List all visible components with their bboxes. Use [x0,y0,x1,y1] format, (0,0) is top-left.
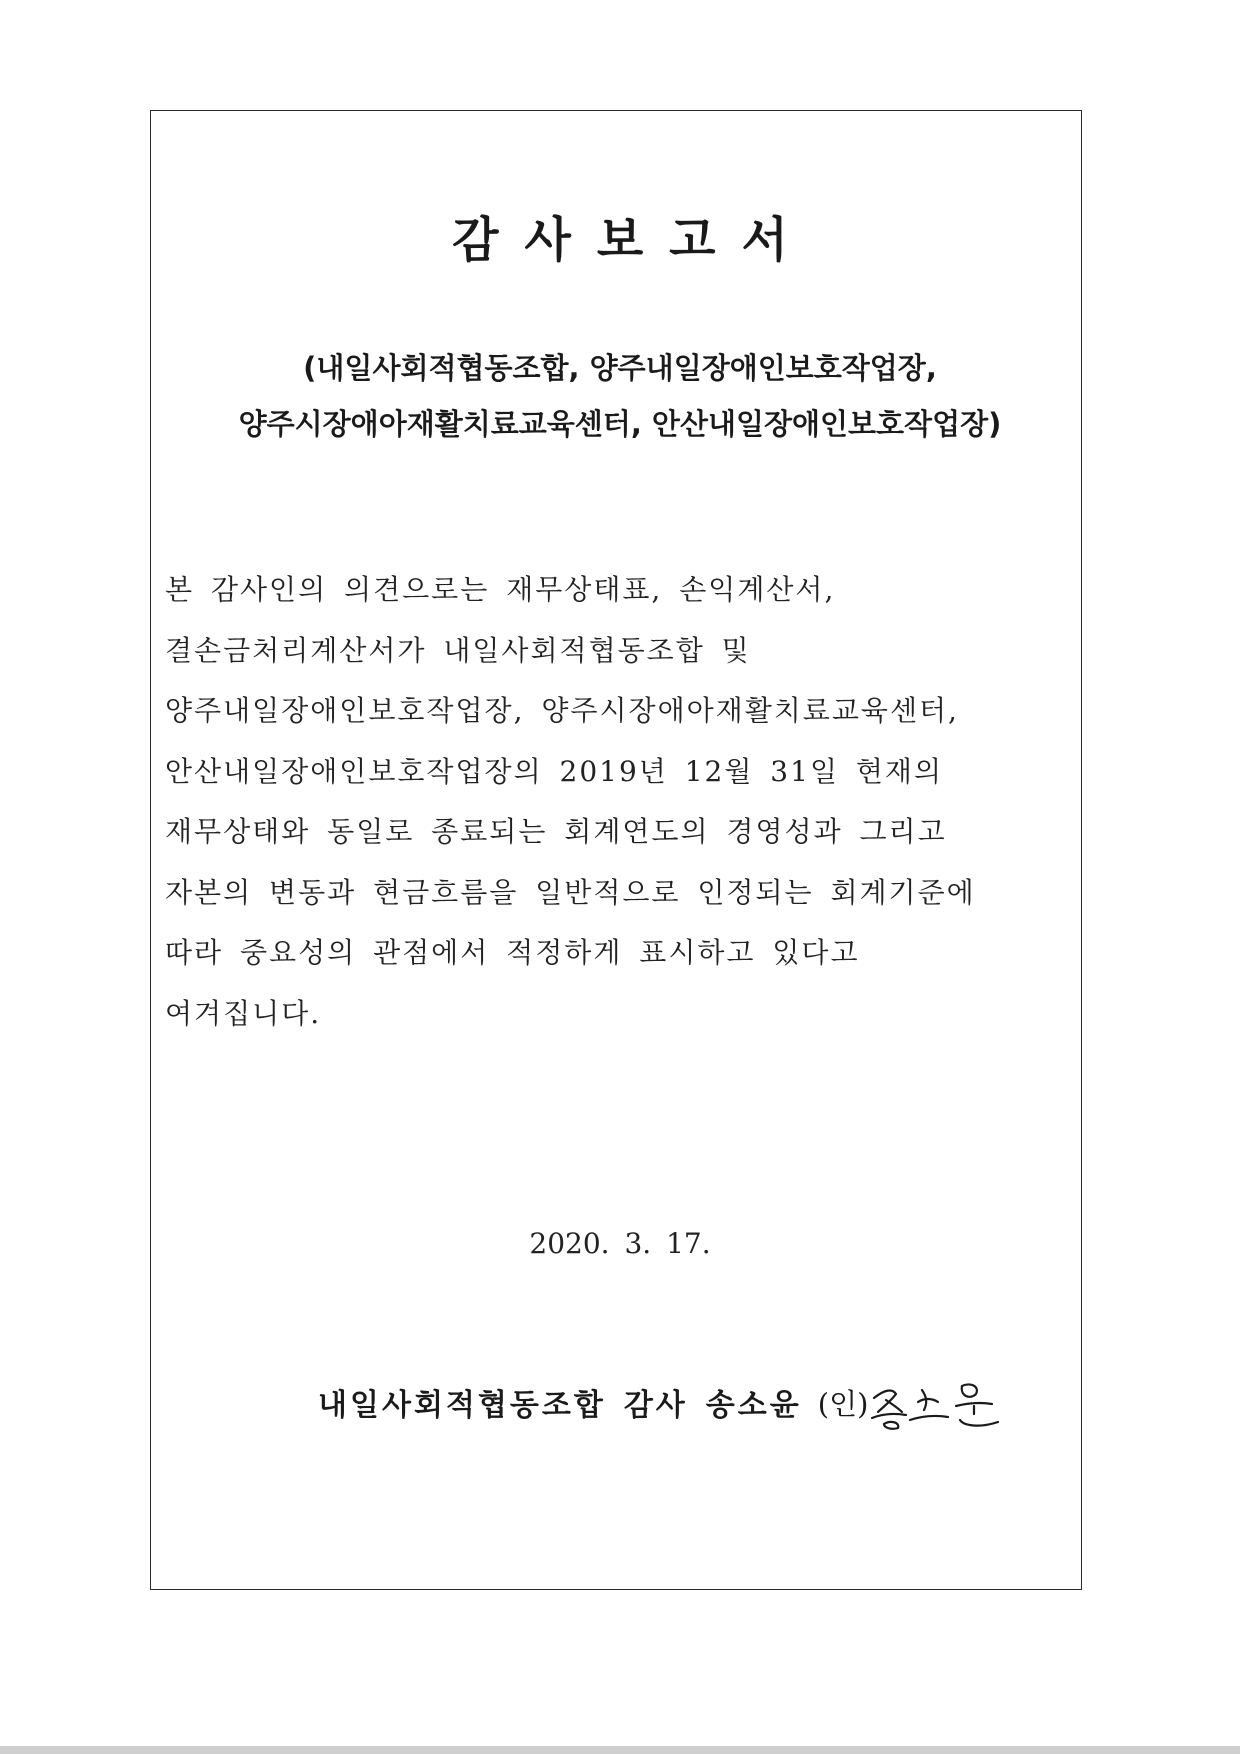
body-line-8: 여겨집니다. [165,996,322,1030]
signature-role: 감사 [623,1388,688,1423]
body-line-3: 양주내일장애인보호작업장, 양주시장애아재활치료교육센터, [165,694,959,727]
handwritten-signature [870,1372,1000,1432]
audit-opinion-paragraph [165,560,1045,1044]
signature-stroke-11 [960,1420,998,1426]
report-date: 2020. 3. 17. [529,1227,711,1260]
signature-stroke-3 [872,1414,906,1418]
signature-stroke-1 [874,1391,896,1412]
body-line-5: 재무상태와 동일로 종료되는 회계연도의 경영성과 그리고 [165,815,947,848]
signature-stroke-6 [918,1399,938,1402]
signature-stroke-2 [886,1400,902,1412]
body-line-1: 본 감사인의 의견으로는 재무상태표, 손익계산서, [165,573,836,606]
subtitle-line-2: 양주시장애아재활치료교육센터, 안산내일장애인보호작업장) [238,407,1002,441]
signature-stroke-7 [910,1416,948,1420]
signature-stroke-8 [962,1384,977,1396]
signature-block [318,1372,1000,1432]
body-line-6: 자본의 변동과 현금흐름을 일반적으로 인정되는 회계기준에 [165,875,976,909]
signature-seal-mark: (인) [817,1386,869,1421]
document-subtitle [0,340,1240,452]
body-line-7: 따라 중요성의 관점에서 적정하게 표시하고 있다고 [165,936,860,969]
scan-bottom-edge [0,1746,1240,1754]
subtitle-line-1: (내일사회적협동조합, 양주내일장애인보호작업장, [303,351,937,385]
signature-stroke-4 [884,1422,898,1429]
signature-organization: 내일사회적협동조합 [318,1388,606,1423]
body-line-2: 결손금처리계산서가 내일사회적협동조합 및 [165,633,751,667]
body-line-4: 안산내일장애인보호작업장의 2019년 12월 31일 현재의 [165,754,944,788]
document-title: 감사보고서 [452,212,814,268]
signature-name: 송소윤 [705,1388,802,1423]
